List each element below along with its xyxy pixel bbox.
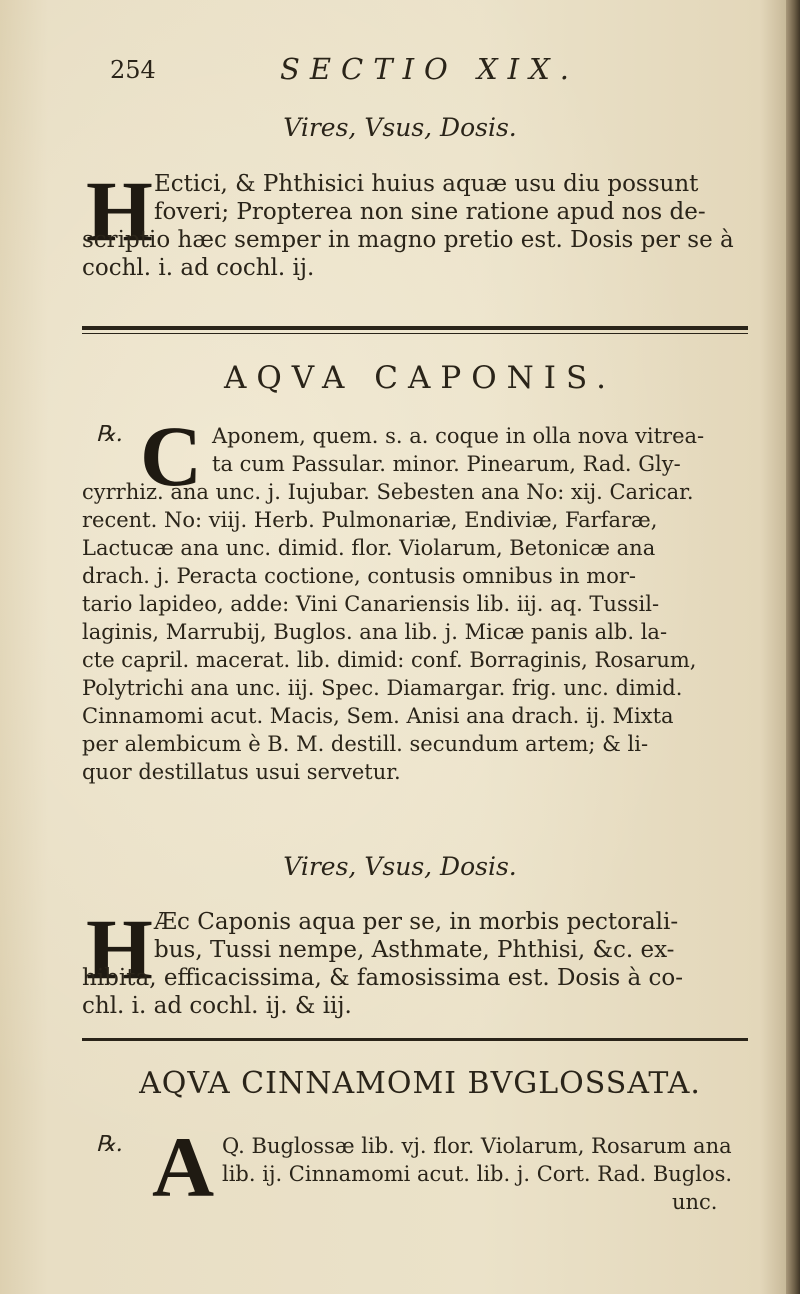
recipe-symbol-2: ℞. xyxy=(96,1132,123,1157)
text-line: recent. No: viij. Herb. Pulmonariæ, Endiviæ, Farfaræ, xyxy=(82,508,658,532)
text-line: Polytrichi ana unc. iij. Spec. Diamargar. frig. unc. dimid. xyxy=(82,676,683,700)
text-line: tario lapideo, adde: Vini Canariensis lib. iij. aq. Tussil- xyxy=(82,592,660,616)
subheading-vires-1: Vires, Vsus, Dosis. xyxy=(283,113,517,142)
section-title: SECTIO XIX. xyxy=(280,52,579,86)
text-line: scriptio hæc semper in magno pretio est. Dosis per se à xyxy=(82,227,734,253)
running-header xyxy=(110,48,750,88)
recipe-symbol-1: ℞. xyxy=(96,422,123,447)
paragraph-hectici xyxy=(82,163,762,282)
divider-rule-2 xyxy=(82,1038,748,1041)
text-line: ta cum Passular. minor. Pinearum, Rad. Gly- xyxy=(212,452,681,476)
dropcap-c: C xyxy=(140,408,203,504)
dropcap-a: A xyxy=(152,1119,215,1215)
text-line: chl. i. ad cochl. ij. & iij. xyxy=(82,993,352,1019)
text-line: laginis, Marrubij, Buglos. ana lib. j. Micæ panis alb. la- xyxy=(82,620,668,644)
divider-rule xyxy=(82,326,748,330)
paragraph-caponis-uses xyxy=(82,901,762,1020)
heading-aqua-caponis: AQVA CAPONIS. xyxy=(223,360,617,396)
text-line: bus, Tussi nempe, Asthmate, Phthisi, &c. ex- xyxy=(154,937,675,963)
text-line: hibita, efficacissima, & famosissima est. Dosis à co- xyxy=(82,965,684,991)
dropcap-h-1: H xyxy=(86,163,153,259)
text-line: drach. j. Peracta coctione, contusis omnibus in mor- xyxy=(82,564,636,588)
text-line: Ectici, & Phthisici huius aquæ usu diu possunt xyxy=(154,171,699,197)
text-line: cte capril. macerat. lib. dimid: conf. Borraginis, Rosarum, xyxy=(82,648,697,672)
text-line: quor destillatus usui servetur. xyxy=(82,760,401,784)
text-line: Aponem, quem. s. a. coque in olla nova vitrea- xyxy=(212,424,705,448)
book-spine xyxy=(786,0,800,1294)
divider-rule-thin xyxy=(82,333,748,334)
text-line: Cinnamomi acut. Macis, Sem. Anisi ana drach. ij. Mixta xyxy=(82,704,674,728)
text-line: foveri; Propterea non sine ratione apud nos de- xyxy=(154,199,706,225)
paragraph-cinnamomi-recipe xyxy=(82,1132,762,1216)
text-line: cyrrhiz. ana unc. j. Iujubar. Sebesten ana No: xij. Caricar. xyxy=(82,480,694,504)
text-line: unc. xyxy=(672,1190,718,1214)
text-line: cochl. i. ad cochl. ij. xyxy=(82,255,315,281)
page-number: 254 xyxy=(110,56,156,84)
text-line: Q. Buglossæ lib. vj. flor. Violarum, Rosarum ana xyxy=(222,1134,732,1158)
text-line: per alembicum è B. M. destill. secundum artem; & li- xyxy=(82,732,649,756)
subheading-vires-2: Vires, Vsus, Dosis. xyxy=(283,852,517,881)
text-line: Lactucæ ana unc. dimid. flor. Violarum, Betonicæ ana xyxy=(82,536,656,560)
text-line: lib. ij. Cinnamomi acut. lib. j. Cort. Rad. Buglos. xyxy=(222,1162,733,1186)
dropcap-h-2: H xyxy=(86,901,153,997)
text-line: Æc Caponis aqua per se, in morbis pectorali- xyxy=(154,909,679,935)
heading-aqua-cinnamomi: AQVA CINNAMOMI BVGLOSSATA. xyxy=(139,1066,701,1101)
paragraph-caponis-recipe xyxy=(82,422,762,786)
